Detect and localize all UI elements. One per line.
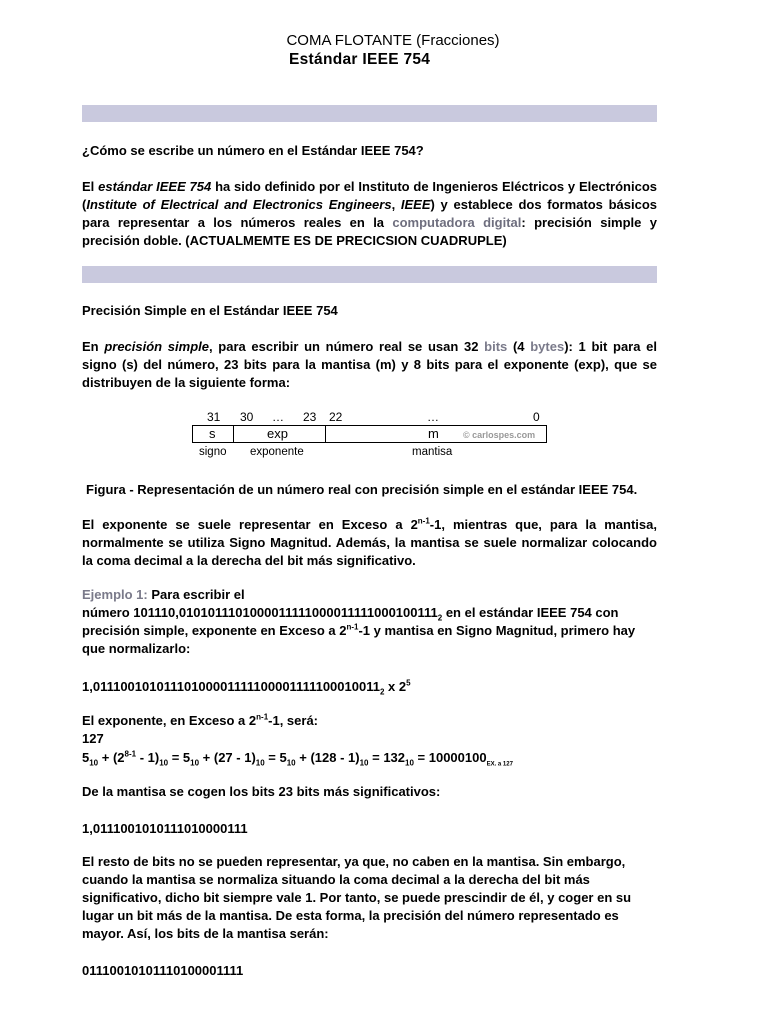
- exponent-intro: El exponente, en Exceso a 2$^{n-1}$-1, será:: [82, 712, 319, 728]
- example-label: Ejemplo 1:: [82, 587, 148, 602]
- mantissa-23-bits: 1,0111001010111010000111: [82, 821, 248, 836]
- intro-paragraph: El estándar IEEE 754 ha sido definido por el Instituto de Ingenieros Eléctricos y Electrónicos (Institute of Electrical and Electronics Engineers, IEEE) y establece dos formatos básicos para representar a los números reales en la computadora digital: precisión simple y precisión doble. (ACTUALMEMTE ES DE PRECICSION CUADRUPLE): [82, 179, 658, 248]
- simple-heading: Precisión Simple en el Estándar IEEE 754: [82, 303, 338, 318]
- exponent-paragraph: El exponente se suele representar en Exceso a 2$^{n-1}$-1, mientras que, para la mantisa, normalmente se utiliza Signo Magnitud. Además, la mantisa se suele normalizar colocando la coma decimal a la derecha del bit más significativo.: [82, 516, 657, 568]
- bit-label: 23: [303, 410, 317, 424]
- bit-label: 0: [533, 410, 540, 424]
- bit-label: …: [427, 410, 439, 424]
- mantissa-field-label: m: [428, 426, 439, 441]
- bits-link[interactable]: bits: [484, 339, 508, 354]
- bytes-link[interactable]: bytes: [530, 339, 565, 354]
- exponent-formula: $5_{10} + (2^{8-1} - 1)_{10} = 5_{10} + (27 - 1)_{10} = 5_{10} + (128 - 1)_{10} = 132_{10} = 10000100_{EX. a 127}$: [82, 749, 513, 768]
- intro-question: ¿Cómo se escribe un número en el Estándar IEEE 754?: [82, 143, 424, 158]
- mantissa-final-bits: 01110010101110100001111: [82, 963, 244, 978]
- watermark: © carlospes.com: [463, 430, 536, 440]
- section-divider: [82, 266, 657, 283]
- figure-caption: Figura - Representación de un número real con precisión simple en el estándar IEEE 754.: [86, 482, 638, 497]
- sign-field-label: s: [209, 426, 216, 441]
- bit-label: 31: [207, 410, 221, 424]
- simple-paragraph: En precisión simple, para escribir un número real se usan 32 bits (4 bytes): 1 bit para el signo (s) del número, 23 bits para la mantisa (m) y 8 bits para el exponente (exp), que se distribuyen de la siguiente forma:: [82, 339, 658, 390]
- document-title: COMA FLOTANTE (Fracciones): [286, 32, 500, 49]
- mantissa-intro: De la mantisa se cogen los bits 23 bits más significativos:: [82, 784, 441, 799]
- exponent-field-label: exp: [267, 426, 288, 441]
- ieee754-diagram: [192, 408, 552, 464]
- normalized-number: $1,01110010101110100001111100001111100010011_2$ x $2^5$: [82, 678, 411, 697]
- computadora-digital-link[interactable]: computadora digital: [392, 215, 522, 230]
- document-subtitle: Estándar IEEE 754: [289, 51, 431, 68]
- bit-label: 22: [329, 410, 343, 424]
- exponent-bias: 127: [82, 731, 104, 746]
- section-divider: [82, 105, 657, 122]
- sign-caption: signo: [199, 446, 227, 458]
- mantissa-rest-paragraph: El resto de bits no se pueden representar, ya que, no caben en la mantisa. Sin embargo, cuando la mantisa se normaliza situando la coma decimal a la derecha del bit más significativo, dicho bit siempre vale 1. Por tanto, se puede prescindir de él, y coger en su lugar un bit más de la mantisa. De esta forma, la precisión del número representado es mayor. Así, los bits de la mantisa serán:: [82, 854, 632, 941]
- bit-label: …: [272, 410, 284, 424]
- example-paragraph: Ejemplo 1: Para escribir el número $101110,0101011101000011111000011111000100111_2$ en el estándar IEEE 754 con precisión simple, exponente en Exceso a 2$^{n-1}$-1 y mantisa en Signo Magnitud, primero hay que normalizarlo:: [82, 587, 636, 656]
- mantissa-caption: mantisa: [412, 446, 453, 458]
- bit-label: 30: [240, 410, 254, 424]
- exponent-caption: exponente: [250, 446, 304, 458]
